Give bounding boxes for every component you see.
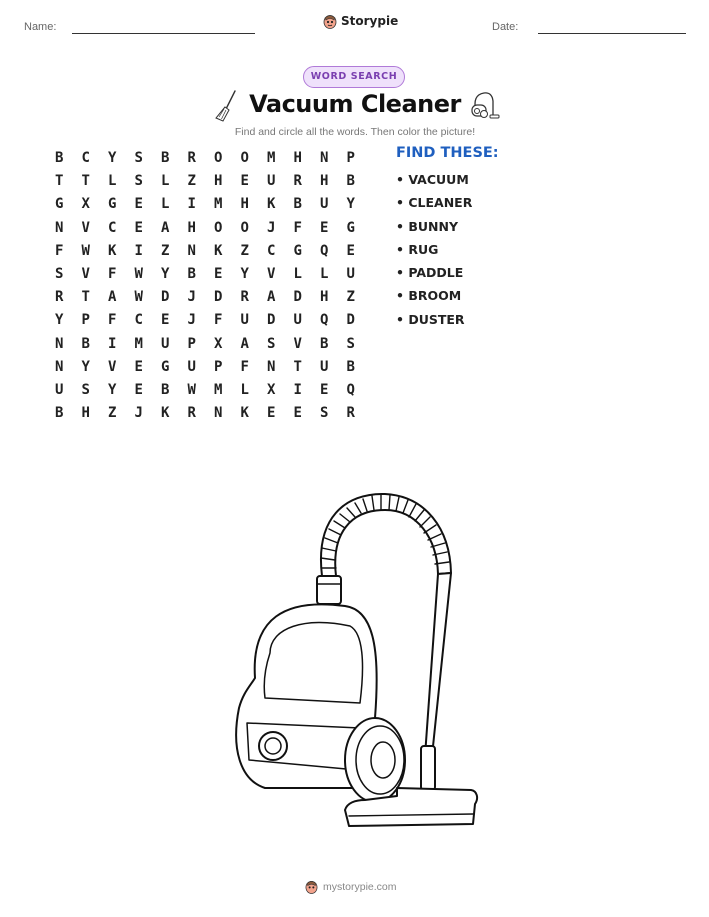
grid-letter[interactable]: B bbox=[55, 150, 64, 166]
word-list-item: • RUG bbox=[396, 241, 439, 257]
grid-letter[interactable]: H bbox=[320, 289, 329, 306]
grid-letter[interactable]: E bbox=[320, 381, 329, 398]
grid-letter[interactable]: G bbox=[346, 219, 355, 236]
grid-letter[interactable]: D bbox=[346, 312, 355, 329]
grid-letter[interactable]: Y bbox=[161, 265, 170, 282]
grid-letter[interactable]: D bbox=[267, 312, 276, 329]
grid-letter[interactable]: S bbox=[134, 150, 143, 166]
grid-letter[interactable]: O bbox=[214, 150, 223, 166]
grid-letter[interactable]: U bbox=[187, 358, 196, 375]
grid-letter[interactable]: H bbox=[81, 405, 90, 422]
grid-letter[interactable]: E bbox=[267, 405, 276, 422]
grid-letter[interactable]: C bbox=[134, 312, 143, 329]
grid-letter[interactable]: T bbox=[55, 173, 64, 190]
grid-letter[interactable]: E bbox=[240, 173, 249, 190]
grid-letter[interactable]: O bbox=[214, 219, 223, 236]
word-list-item: • VACUUM bbox=[396, 172, 469, 187]
date-line[interactable] bbox=[538, 33, 686, 34]
grid-letter[interactable]: H bbox=[293, 150, 302, 166]
grid-letter[interactable]: U bbox=[161, 335, 170, 352]
grid-letter[interactable]: Q bbox=[320, 312, 329, 329]
grid-letter[interactable]: N bbox=[187, 242, 196, 259]
grid-letter[interactable]: E bbox=[134, 358, 143, 375]
grid-letter[interactable]: J bbox=[267, 219, 276, 236]
grid-letter[interactable]: B bbox=[161, 381, 170, 398]
grid-letter[interactable]: N bbox=[55, 358, 64, 375]
grid-letter[interactable]: W bbox=[134, 289, 143, 306]
grid-letter[interactable]: L bbox=[161, 196, 170, 213]
grid-letter[interactable]: L bbox=[293, 265, 302, 282]
instructions: Find and circle all the words. Then color the picture! bbox=[234, 126, 476, 138]
grid-letter[interactable]: E bbox=[134, 196, 143, 213]
grid-letter[interactable]: L bbox=[240, 381, 249, 398]
grid-letter[interactable]: F bbox=[55, 242, 64, 259]
grid-letter[interactable]: I bbox=[187, 196, 196, 213]
vacuum-cleaner-illustration[interactable] bbox=[225, 488, 485, 843]
date-label: Date: bbox=[492, 21, 519, 33]
grid-letter[interactable]: Z bbox=[108, 405, 117, 422]
grid-letter[interactable]: J bbox=[134, 405, 143, 422]
grid-letter[interactable]: E bbox=[134, 219, 143, 236]
name-line[interactable] bbox=[72, 33, 255, 34]
grid-letter[interactable]: U bbox=[267, 173, 276, 190]
grid-letter[interactable]: Z bbox=[161, 242, 170, 259]
grid-letter[interactable]: V bbox=[81, 265, 90, 282]
grid-letter[interactable]: F bbox=[108, 265, 117, 282]
grid-letter[interactable]: R bbox=[187, 150, 196, 166]
grid-letter[interactable]: U bbox=[320, 196, 329, 213]
grid-letter[interactable]: V bbox=[293, 335, 302, 352]
brand-logo bbox=[323, 13, 398, 29]
word-list-item: • CLEANER bbox=[396, 195, 473, 211]
grid-letter[interactable]: B bbox=[346, 173, 355, 190]
grid-letter[interactable]: S bbox=[134, 173, 143, 190]
grid-letter[interactable]: N bbox=[320, 150, 329, 166]
grid-letter[interactable]: L bbox=[320, 265, 329, 282]
grid-letter[interactable]: S bbox=[81, 381, 90, 398]
grid-letter[interactable]: O bbox=[240, 150, 249, 166]
grid-letter[interactable]: X bbox=[214, 335, 223, 352]
grid-letter[interactable]: Z bbox=[240, 242, 249, 259]
word-list-item: • PADDLE bbox=[396, 265, 464, 281]
grid-letter[interactable]: R bbox=[55, 289, 64, 306]
grid-letter[interactable]: B bbox=[187, 265, 196, 282]
grid-letter[interactable]: N bbox=[267, 358, 276, 375]
grid-letter[interactable]: P bbox=[81, 312, 90, 329]
footer bbox=[305, 879, 397, 894]
grid-letter[interactable]: T bbox=[293, 358, 302, 375]
word-list-item: • BUNNY bbox=[396, 218, 458, 234]
letter-grid bbox=[46, 147, 364, 425]
grid-letter[interactable]: P bbox=[346, 150, 355, 166]
grid-letter[interactable]: J bbox=[187, 312, 196, 329]
grid-letter[interactable]: D bbox=[161, 289, 170, 306]
grid-letter[interactable]: Y bbox=[108, 381, 117, 398]
grid-letter[interactable]: U bbox=[293, 312, 302, 329]
grid-letter[interactable]: A bbox=[108, 289, 117, 306]
grid-letter[interactable]: C bbox=[108, 219, 117, 236]
grid-letter[interactable]: C bbox=[267, 242, 276, 259]
grid-letter[interactable]: B bbox=[293, 196, 302, 213]
grid-letter[interactable]: R bbox=[240, 289, 249, 306]
grid-letter[interactable]: A bbox=[267, 289, 276, 306]
grid-letter[interactable]: R bbox=[187, 405, 196, 422]
grid-letter[interactable]: R bbox=[346, 405, 355, 422]
grid-letter[interactable]: S bbox=[346, 335, 355, 352]
word-list-item: • BROOM bbox=[396, 288, 462, 304]
grid-letter[interactable]: V bbox=[81, 219, 90, 236]
grid-letter[interactable]: F bbox=[240, 358, 249, 375]
footer-site-link[interactable]: mystorypie.com bbox=[323, 880, 397, 893]
grid-letter[interactable]: C bbox=[81, 150, 90, 166]
grid-letter[interactable]: O bbox=[240, 219, 249, 236]
grid-letter[interactable]: Y bbox=[108, 150, 117, 166]
grid-letter[interactable]: L bbox=[108, 173, 117, 190]
grid-letter[interactable]: H bbox=[320, 173, 329, 190]
grid-letter[interactable]: U bbox=[240, 312, 249, 329]
grid-letter[interactable]: G bbox=[108, 196, 117, 213]
grid-letter[interactable]: A bbox=[161, 219, 170, 236]
grid-letter[interactable]: G bbox=[161, 358, 170, 375]
grid-letter[interactable]: N bbox=[55, 335, 64, 352]
grid-letter[interactable]: B bbox=[161, 150, 170, 166]
grid-letter[interactable]: B bbox=[346, 358, 355, 375]
grid-letter[interactable]: J bbox=[187, 289, 196, 306]
grid-letter[interactable]: W bbox=[81, 242, 90, 259]
grid-letter[interactable]: Q bbox=[320, 242, 329, 259]
grid-letter[interactable]: Z bbox=[346, 289, 355, 306]
grid-letter[interactable]: P bbox=[214, 358, 223, 375]
grid-letter[interactable]: W bbox=[187, 381, 196, 398]
grid-letter[interactable]: X bbox=[267, 381, 276, 398]
grid-letter[interactable]: I bbox=[108, 335, 117, 352]
storypie-mascot-icon bbox=[323, 13, 337, 29]
grid-letter[interactable]: P bbox=[187, 335, 196, 352]
word-list-item: • DUSTER bbox=[396, 311, 465, 327]
grid-letter[interactable]: K bbox=[214, 242, 223, 259]
grid-letter[interactable]: E bbox=[320, 219, 329, 236]
grid-letter[interactable]: T bbox=[81, 289, 90, 306]
grid-letter[interactable]: U bbox=[346, 265, 355, 282]
grid-letter[interactable]: S bbox=[55, 265, 64, 282]
grid-letter[interactable]: F bbox=[214, 312, 223, 329]
grid-letter[interactable]: Y bbox=[55, 312, 64, 329]
grid-letter[interactable]: K bbox=[240, 405, 249, 422]
grid-letter[interactable]: L bbox=[161, 173, 170, 190]
grid-letter[interactable]: H bbox=[187, 219, 196, 236]
grid-letter[interactable]: M bbox=[214, 196, 223, 213]
grid-letter[interactable]: S bbox=[320, 405, 329, 422]
grid-letter[interactable]: M bbox=[214, 381, 223, 398]
grid-letter[interactable]: V bbox=[267, 265, 276, 282]
grid-letter[interactable]: M bbox=[267, 150, 276, 166]
name-label: Name: bbox=[24, 21, 57, 33]
grid-letter[interactable]: I bbox=[293, 381, 302, 398]
grid-letter[interactable]: K bbox=[267, 196, 276, 213]
grid-letter[interactable]: Q bbox=[346, 381, 355, 398]
word-list bbox=[396, 170, 472, 333]
grid-letter[interactable]: T bbox=[81, 173, 90, 190]
grid-letter[interactable]: Y bbox=[81, 358, 90, 375]
grid-letter[interactable]: R bbox=[293, 173, 302, 190]
grid-letter[interactable]: E bbox=[134, 381, 143, 398]
page-title: Vacuum Cleaner bbox=[249, 90, 461, 118]
grid-letter[interactable]: A bbox=[240, 335, 249, 352]
grid-letter[interactable]: K bbox=[161, 405, 170, 422]
grid-letter[interactable]: B bbox=[81, 335, 90, 352]
brand-name: Storypie bbox=[341, 14, 399, 28]
find-list-title: FIND THESE: bbox=[396, 145, 499, 161]
grid-letter[interactable]: W bbox=[134, 265, 143, 282]
grid-letter[interactable]: H bbox=[240, 196, 249, 213]
grid-letter[interactable]: F bbox=[293, 219, 302, 236]
grid-letter[interactable]: G bbox=[293, 242, 302, 259]
grid-letter[interactable]: Y bbox=[240, 265, 249, 282]
vacuum-icon bbox=[468, 89, 500, 121]
grid-letter[interactable]: B bbox=[55, 405, 64, 422]
grid-letter[interactable]: I bbox=[134, 242, 143, 259]
grid-letter[interactable]: E bbox=[346, 242, 355, 259]
grid-letter[interactable]: G bbox=[55, 196, 64, 213]
word-search-badge: WORD SEARCH bbox=[303, 66, 405, 88]
grid-letter[interactable]: M bbox=[134, 335, 143, 352]
grid-letter[interactable]: B bbox=[320, 335, 329, 352]
grid-letter[interactable]: V bbox=[108, 358, 117, 375]
grid-letter[interactable]: X bbox=[81, 196, 90, 213]
grid-letter[interactable]: Z bbox=[187, 173, 196, 190]
grid-letter[interactable]: K bbox=[108, 242, 117, 259]
grid-letter[interactable]: U bbox=[320, 358, 329, 375]
grid-letter[interactable]: D bbox=[293, 289, 302, 306]
grid-letter[interactable]: N bbox=[55, 219, 64, 236]
grid-letter[interactable]: N bbox=[214, 405, 223, 422]
grid-letter[interactable]: H bbox=[214, 173, 223, 190]
storypie-mascot-icon bbox=[305, 879, 318, 894]
grid-letter[interactable]: E bbox=[293, 405, 302, 422]
grid-letter[interactable]: E bbox=[161, 312, 170, 329]
grid-letter[interactable]: D bbox=[214, 289, 223, 306]
grid-letter[interactable]: U bbox=[55, 381, 64, 398]
grid-letter[interactable]: F bbox=[108, 312, 117, 329]
grid-letter[interactable]: Y bbox=[346, 196, 355, 213]
grid-letter[interactable]: S bbox=[267, 335, 276, 352]
grid-letter[interactable]: E bbox=[214, 265, 223, 282]
